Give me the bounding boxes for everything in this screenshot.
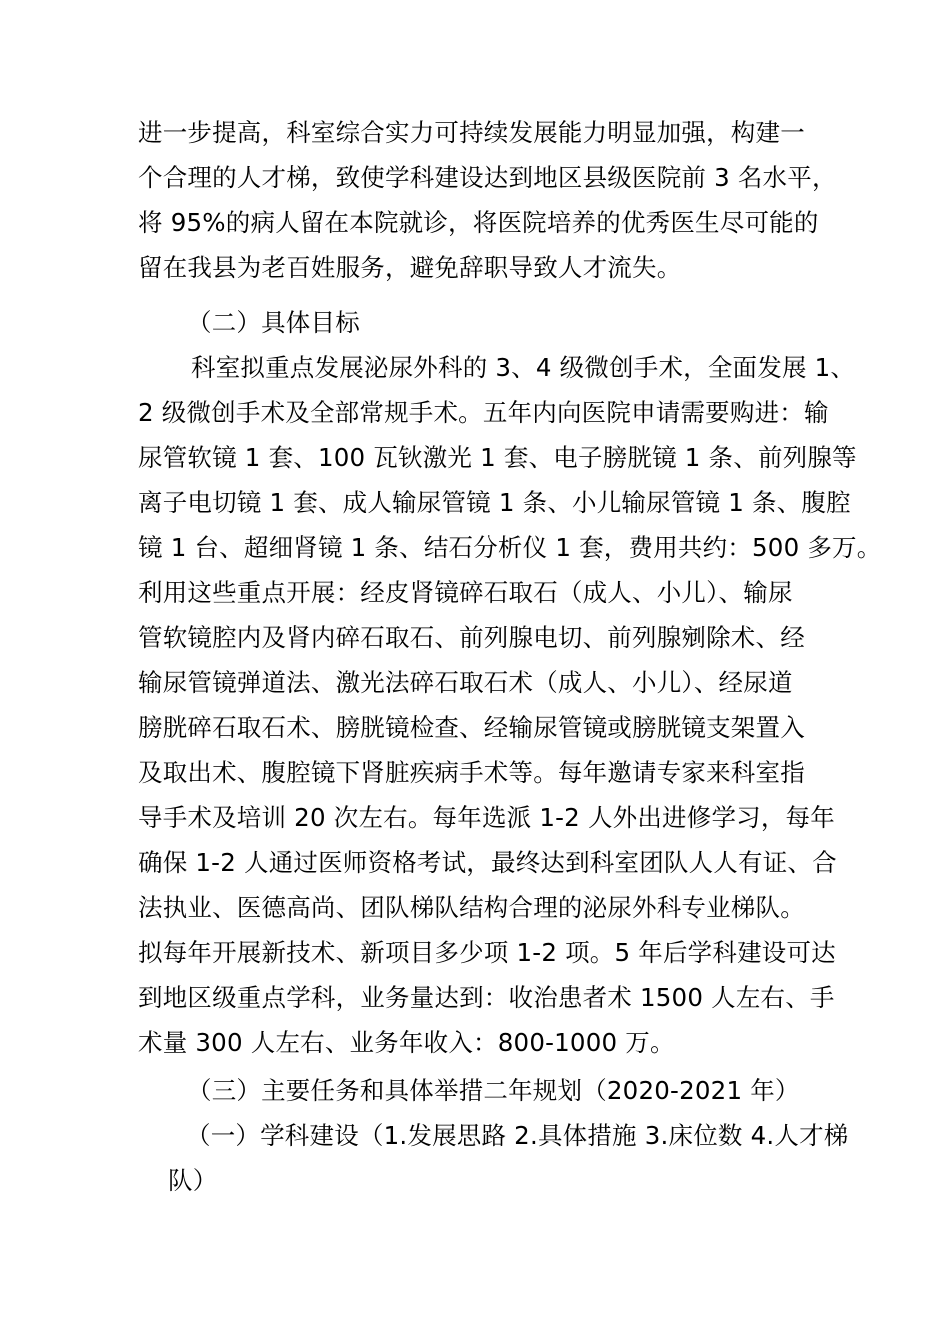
paragraph-line: 科室拟重点发展泌尿外科的 3、4 级微创手术，全面发展 1、 [191,353,856,382]
section-heading: （一）学科建设（1.发展思路 2.具体措施 3.床位数 4.人才梯 [186,1121,849,1150]
section-heading: （二）具体目标 [187,308,360,337]
paragraph-line: 个合理的人才梯，致使学科建设达到地区县级医院前 3 名水平， [138,163,837,192]
paragraph-line: 管软镜腔内及肾内碎石取石、前列腺电切、前列腺剜除术、经 [138,623,805,652]
section-heading-continuation: 队） [168,1166,218,1195]
paragraph-line: 到地区级重点学科，业务量达到：收治患者术 1500 人左右、手 [138,983,835,1012]
paragraph-line: 2 级微创手术及全部常规手术。五年内向医院申请需要购进：输 [138,398,829,427]
paragraph-line: 留在我县为老百姓服务，避免辞职导致人才流失。 [138,253,682,282]
paragraph-line: 尿管软镜 1 套、100 瓦钬激光 1 套、电子膀胱镜 1 条、前列腺等 [138,443,857,472]
paragraph-line: 输尿管镜弹道法、激光法碎石取石术（成人、小儿）、经尿道 [138,668,793,697]
paragraph-line: 离子电切镜 1 套、成人输尿管镜 1 条、小儿输尿管镜 1 条、腹腔 [138,488,851,517]
paragraph-line: 确保 1-2 人通过医师资格考试，最终达到科室团队人人有证、合 [138,848,837,877]
paragraph-line: 拟每年开展新技术、新项目多少项 1-2 项。5 年后学科建设可达 [138,938,836,967]
paragraph-line: 膀胱碎石取石术、膀胱镜检查、经输尿管镜或膀胱镜支架置入 [138,713,805,742]
section-heading: （三）主要任务和具体举措二年规划（2020-2021 年） [187,1076,800,1105]
paragraph-line: 导手术及培训 20 次左右。每年选派 1-2 人外出进修学习，每年 [138,803,835,832]
paragraph-line: 法执业、医德高尚、团队梯队结构合理的泌尿外科专业梯队。 [138,893,805,922]
paragraph-line: 进一步提高，科室综合实力可持续发展能力明显加强，构建一 [138,118,805,147]
paragraph-line: 及取出术、腹腔镜下肾脏疾病手术等。每年邀请专家来科室指 [138,758,805,787]
paragraph-line: 镜 1 台、超细肾镜 1 条、结石分析仪 1 套，费用共约：500 多万。 [138,533,882,562]
paragraph-line: 将 95%的病人留在本院就诊，将医院培养的优秀医生尽可能的 [138,208,819,237]
paragraph-line: 利用这些重点开展：经皮肾镜碎石取石（成人、小儿）、输尿 [138,578,793,607]
paragraph-line: 术量 300 人左右、业务年收入：800-1000 万。 [138,1028,675,1057]
